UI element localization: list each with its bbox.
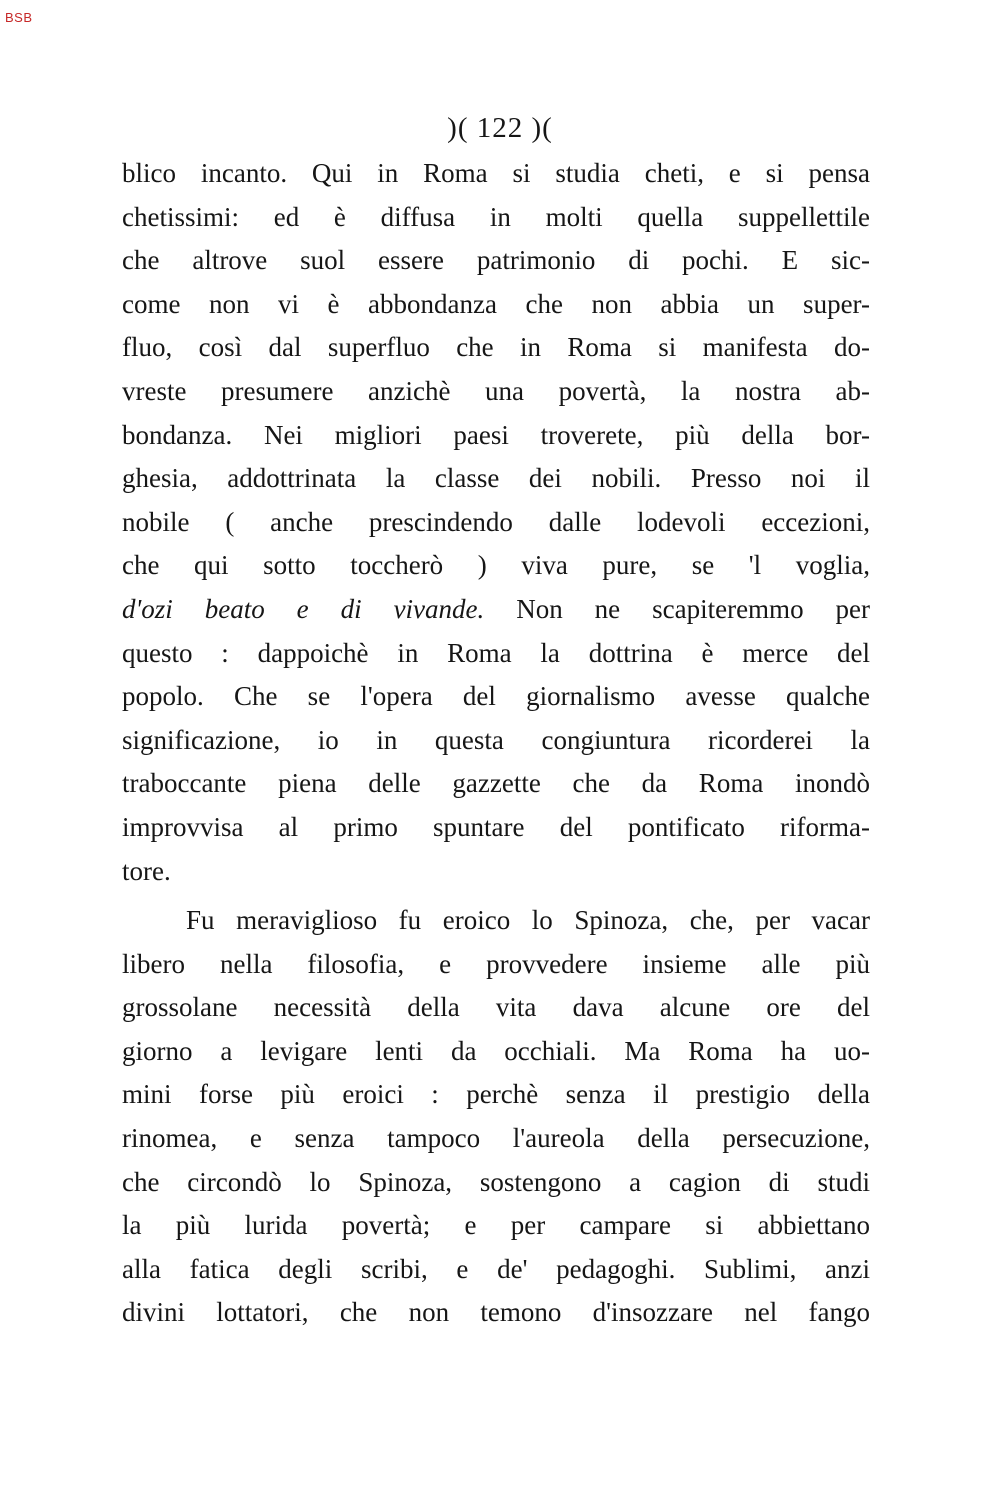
text-line-rest: Non ne scapiteremmo per — [484, 593, 870, 624]
text-line: traboccante piena delle gazzette che da Roma inondò — [122, 768, 870, 799]
text-line: la più lurida povertà; e per campare si abbiettano — [122, 1210, 870, 1241]
text-line: Fu meraviglioso fu eroico lo Spinoza, che, per vacar — [186, 905, 870, 936]
text-line: significazione, io in questa congiuntura ricorderei la — [122, 724, 870, 755]
text-line: grossolane necessità della vita dava alcune ore del — [122, 992, 870, 1023]
text-line: mini forse più eroici : perchè senza il prestigio della — [122, 1079, 870, 1110]
text-line: giorno a levigare lenti da occhiali. Ma Roma ha uo- — [122, 1035, 870, 1066]
library-watermark: BSB — [5, 10, 33, 25]
text-line: rinomea, e senza tampoco l'aureola della persecuzione, — [122, 1123, 870, 1154]
text-line: come non vi è abbondanza che non abbia un super- — [122, 288, 870, 319]
text-line: alla fatica degli scribi, e de' pedagoghi. Sublimi, anzi — [122, 1253, 870, 1284]
text-line: nobile ( anche prescindendo dalle lodevoli eccezioni, — [122, 506, 870, 537]
text-line: questo : dappoichè in Roma la dottrina è merce del — [122, 637, 870, 668]
text-line: ghesia, addottrinata la classe dei nobili. Presso noi il — [122, 463, 870, 494]
text-line: divini lottatori, che non temono d'insozzare nel fango — [122, 1297, 870, 1328]
text-line: chetissimi: ed è diffusa in molti quella suppellettile — [122, 201, 870, 232]
text-line: vreste presumere anzichè una povertà, la nostra ab- — [122, 375, 870, 406]
text-line: libero nella filosofia, e provvedere insieme alle più — [122, 948, 870, 979]
text-line: fluo, così dal superfluo che in Roma si manifesta do- — [122, 332, 870, 363]
page-body — [122, 152, 870, 1335]
text-line: che altrove suol essere patrimonio di pochi. E sic- — [122, 245, 870, 276]
italic-quotation: d'ozi beato e di vivande. — [122, 593, 485, 624]
text-line: che circondò lo Spinoza, sostengono a cagion di studi — [122, 1166, 870, 1197]
text-line: che qui sotto toccherò ) viva pure, se 'l voglia, — [122, 550, 870, 581]
text-line: improvvisa al primo spuntare del pontificato riforma- — [122, 811, 870, 842]
text-line: bondanza. Nei migliori paesi troverete, più della bor- — [122, 419, 870, 450]
text-line: blico incanto. Qui in Roma si studia cheti, e si pensa — [122, 158, 870, 188]
text-line-with-quotation — [122, 588, 870, 632]
page-number-header: )( 122 )( — [447, 112, 553, 144]
text-line: tore. — [122, 855, 171, 886]
text-line: popolo. Che se l'opera del giornalismo avesse qualche — [122, 681, 870, 712]
